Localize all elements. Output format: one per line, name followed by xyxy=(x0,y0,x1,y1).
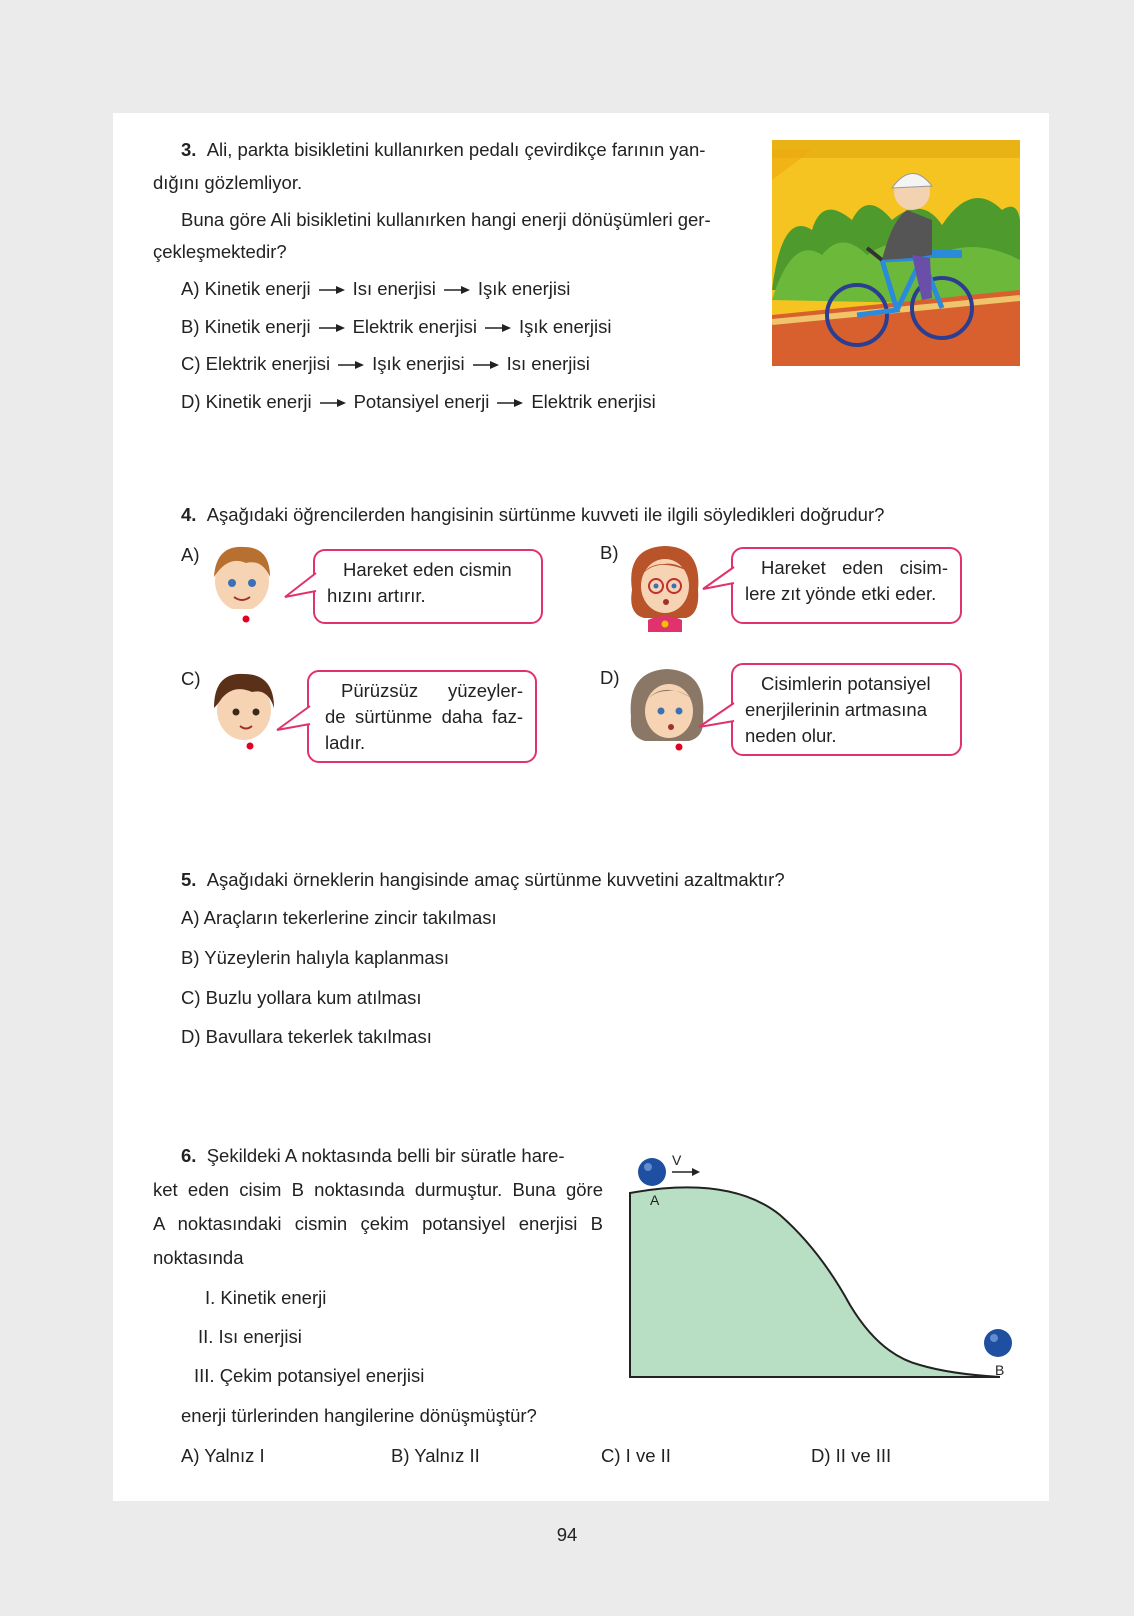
q4-speech-bubble-b xyxy=(731,547,962,624)
bubble-line: Cisimlerin potansiyel xyxy=(761,673,931,694)
q5-option-c[interactable]: C) Buzlu yollara kum atılması xyxy=(181,987,422,1008)
q3-option-d[interactable] xyxy=(181,391,656,413)
q3-option-third: Isı enerjisi xyxy=(506,353,590,374)
ball-at-b xyxy=(984,1329,1012,1357)
q3-option-c[interactable] xyxy=(181,353,590,375)
q3-stem-text: Ali, parkta bisikletini kullanırken pedalı çevirdikçe farının yan- xyxy=(206,139,706,160)
bubble-line: hızını artırır. xyxy=(327,585,426,606)
q3-option-first: Kinetik enerji xyxy=(205,391,312,412)
q3-option-prefix: D) xyxy=(181,391,206,412)
q3-option-first: Kinetik enerji xyxy=(204,278,311,299)
q3-option-prefix: A) xyxy=(181,278,205,299)
q5-stem-text: Aşağıdaki örneklerin hangisinde amaç sürtünme kuvvetini azaltmaktır? xyxy=(206,869,785,890)
q6-number: 6. xyxy=(181,1145,197,1166)
arrow-right-icon xyxy=(320,398,346,408)
student-boy-c-avatar xyxy=(208,668,278,752)
arrow-right-icon xyxy=(473,360,499,370)
q5-stem xyxy=(181,869,785,891)
arrow-right-icon xyxy=(319,285,345,295)
q6-item-1: I. Kinetik enerji xyxy=(205,1287,327,1308)
q3-stem-line1 xyxy=(181,139,705,161)
q5-option-d[interactable]: D) Bavullara tekerlek takılması xyxy=(181,1026,432,1047)
bubble-line: neden olur. xyxy=(745,725,837,746)
q3-option-third: Işık enerjisi xyxy=(518,316,612,337)
q6-stem-line1 xyxy=(181,1145,565,1167)
ball-at-a xyxy=(638,1158,666,1186)
q3-option-second: Potansiyel enerji xyxy=(353,391,490,412)
q3-stem-line2: dığını gözlemliyor. xyxy=(153,172,303,193)
q3-option-second: Isı enerjisi xyxy=(352,278,436,299)
speech-tail-icon xyxy=(275,704,311,734)
bubble-line: de sürtünme daha faz- xyxy=(325,706,523,727)
q5-option-a[interactable]: A) Araçların tekerlerine zincir takılması xyxy=(181,907,497,928)
page-number: 94 xyxy=(556,1524,578,1545)
q4-number: 4. xyxy=(181,504,197,525)
q4-option-c-label[interactable]: C) xyxy=(181,668,201,689)
bubble-line: ladır. xyxy=(325,732,366,753)
speech-tail-icon xyxy=(697,701,735,731)
bubble-line: Pürüzsüz yüzeyler- xyxy=(341,680,523,701)
q4-stem-text: Aşağıdaki öğrencilerden hangisinin sürtünme kuvveti ile ilgili söyledikleri doğrudur? xyxy=(206,504,885,525)
q4-stem xyxy=(181,504,884,526)
q6-option-c[interactable]: C) I ve II xyxy=(601,1445,671,1466)
bubble-line: Hareket eden cisim- xyxy=(761,557,948,578)
q5-option-b[interactable]: B) Yüzeylerin halıyla kaplanması xyxy=(181,947,450,968)
q3-option-second: Elektrik enerjisi xyxy=(352,316,477,337)
q6-item-2: II. Isı enerjisi xyxy=(198,1326,302,1347)
arrow-right-icon xyxy=(444,285,470,295)
speech-tail-icon xyxy=(283,571,317,601)
q3-option-first: Elektrik enerjisi xyxy=(205,353,331,374)
q3-option-second: Işık enerjisi xyxy=(372,353,465,374)
point-a-label: A xyxy=(650,1192,660,1208)
q6-option-b[interactable]: B) Yalnız II xyxy=(391,1445,480,1466)
student-boy-a-avatar xyxy=(206,541,276,623)
q6-option-a[interactable]: A) Yalnız I xyxy=(181,1445,265,1466)
q3-option-prefix: B) xyxy=(181,316,205,337)
student-girl-b-avatar xyxy=(626,540,704,632)
q6-stem-text: Şekildeki A noktasında belli bir süratle hare- xyxy=(206,1145,565,1166)
arrow-right-icon xyxy=(319,323,345,333)
q3-question-line2: çekleşmektedir? xyxy=(153,241,287,262)
q3-option-first: Kinetik enerji xyxy=(204,316,311,337)
q6-option-d[interactable]: D) II ve III xyxy=(811,1445,892,1466)
hill-shape xyxy=(630,1187,1000,1377)
bubble-line: lere zıt yönde etki eder. xyxy=(745,583,937,604)
hill-diagram xyxy=(620,1145,1020,1380)
student-girl-d-avatar xyxy=(627,665,707,753)
q6-item-3: III. Çekim potansiyel enerjisi xyxy=(194,1365,425,1386)
cyclist-illustration xyxy=(772,140,1020,366)
q4-speech-bubble-c xyxy=(307,670,537,763)
q3-question-line1: Buna göre Ali bisikletini kullanırken hangi enerji dönüşümleri ger- xyxy=(181,209,711,230)
arrow-right-icon xyxy=(485,323,511,333)
q3-option-prefix: C) xyxy=(181,353,206,374)
q4-speech-bubble-d xyxy=(731,663,962,756)
speech-tail-icon xyxy=(701,565,735,595)
q4-speech-bubble-a xyxy=(313,549,543,624)
arrow-right-icon xyxy=(338,360,364,370)
q4-option-d-label[interactable]: D) xyxy=(600,667,620,688)
arrow-right-icon xyxy=(497,398,523,408)
q6-stem-line2: ket eden cisim B noktasında durmuştur. Buna göre xyxy=(153,1179,603,1200)
q5-number: 5. xyxy=(181,869,197,890)
q6-stem-line4: noktasında xyxy=(153,1247,244,1268)
q4-option-b-label[interactable]: B) xyxy=(600,542,619,563)
q4-option-a-label[interactable]: A) xyxy=(181,544,200,565)
q6-stem-line3: A noktasındaki cismin çekim potansiyel enerjisi B xyxy=(153,1213,603,1234)
bubble-line: Hareket eden cismin xyxy=(343,559,512,580)
bubble-line: enerjilerinin artmasına xyxy=(745,699,928,720)
q3-option-third: Elektrik enerjisi xyxy=(531,391,656,412)
q3-option-b[interactable] xyxy=(181,316,612,338)
velocity-label: V xyxy=(672,1152,682,1168)
q6-question: enerji türlerinden hangilerine dönüşmüştür? xyxy=(181,1405,537,1426)
q3-option-third: Işık enerjisi xyxy=(477,278,571,299)
point-b-label: B xyxy=(995,1362,1005,1378)
q3-option-a[interactable] xyxy=(181,278,570,300)
q3-number: 3. xyxy=(181,139,197,160)
